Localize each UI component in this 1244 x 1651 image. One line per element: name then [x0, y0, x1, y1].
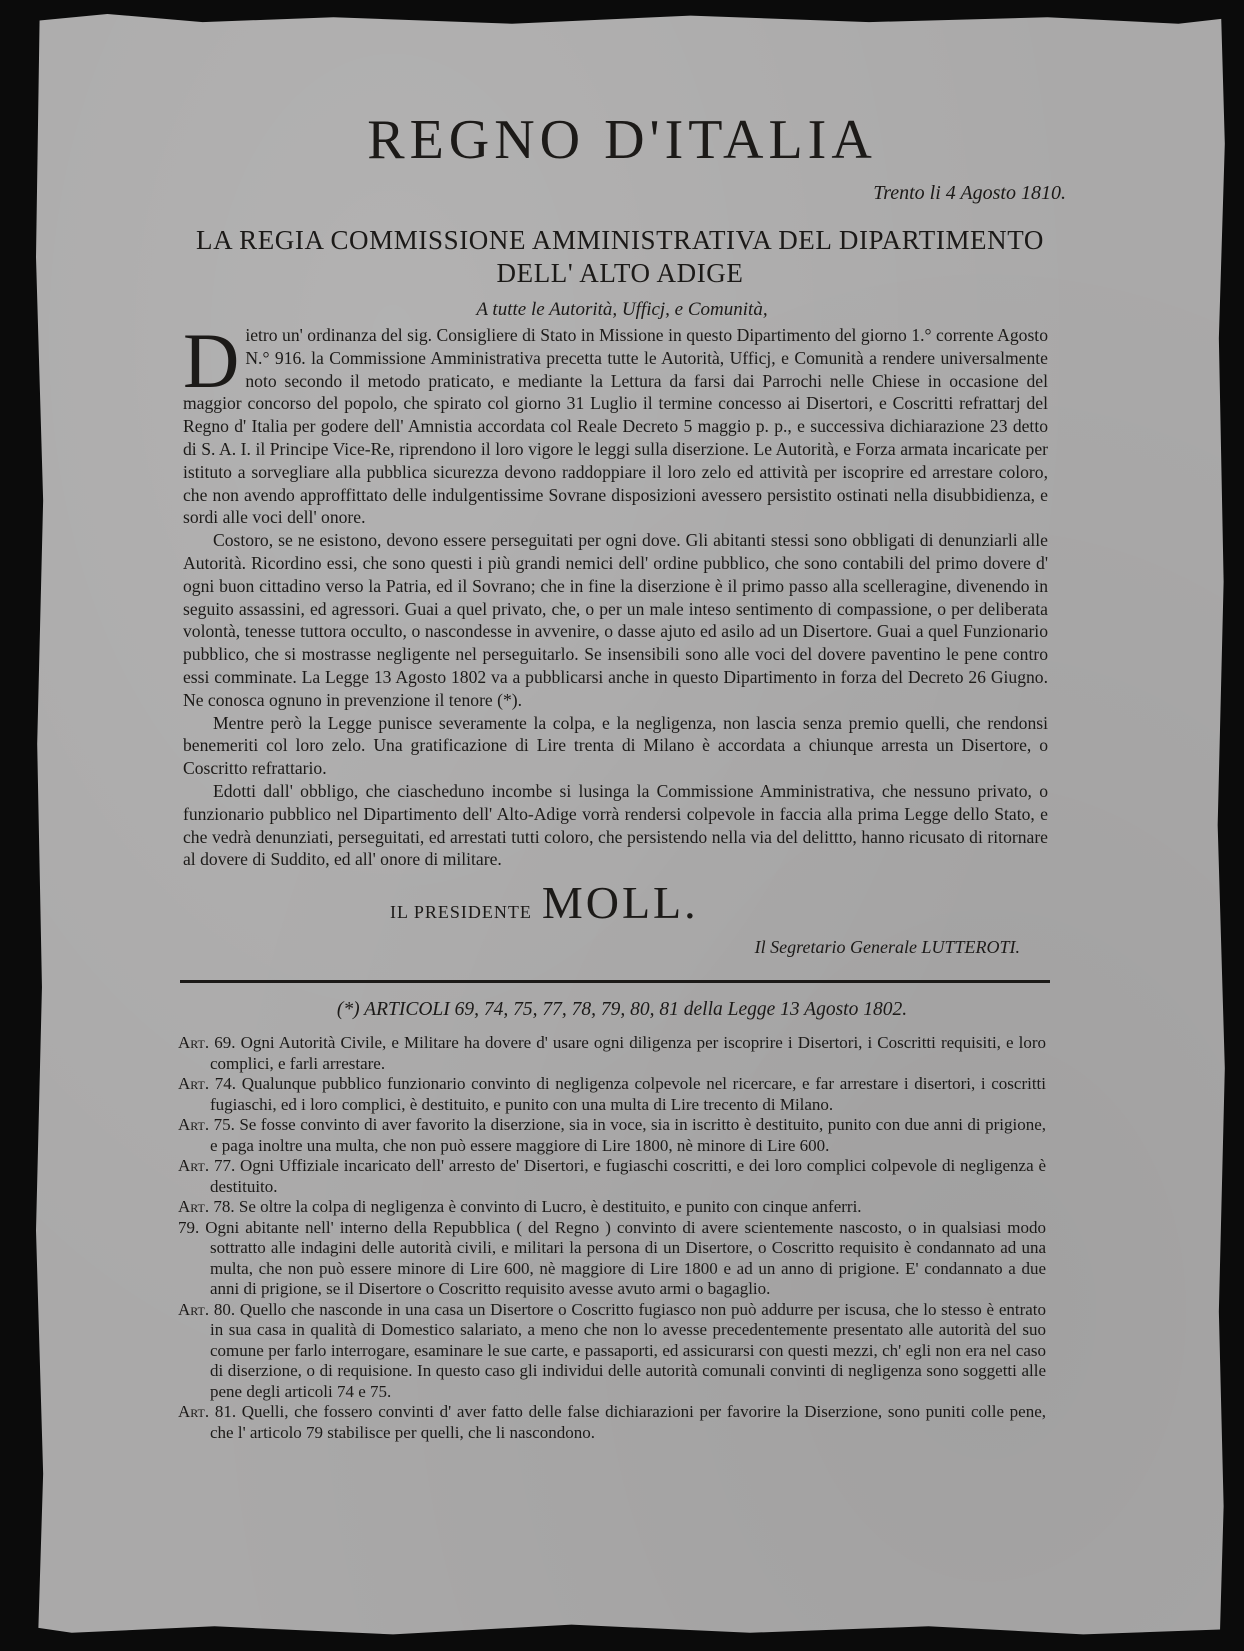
article-label: 79.: [178, 1217, 200, 1237]
addressee-line: A tutte le Autorità, Ufficj, e Comunità,: [476, 299, 768, 320]
authority-line-1: LA REGIA COMMISSIONE AMMINISTRATIVA DEL DIPARTIMENTO: [196, 225, 1044, 255]
article-label: Art. 77.: [178, 1156, 236, 1175]
article-label: Art. 69.: [178, 1033, 236, 1052]
article-item: [178, 1156, 1046, 1197]
decree-body: [183, 317, 1048, 871]
paragraph-1: [183, 317, 1048, 529]
issuing-authority: [120, 224, 1120, 290]
authority-line-2: DELL' ALTO ADIGE: [496, 258, 744, 288]
secretary-signature: Il Segretario Generale LUTTEROTI.: [754, 937, 1020, 957]
article-label: Art. 75.: [178, 1115, 235, 1134]
article-label: Art. 74.: [178, 1074, 237, 1093]
drop-cap: D: [183, 317, 240, 404]
article-item: [178, 1300, 1046, 1403]
signature-prefix: IL PRESIDENTE: [390, 902, 532, 922]
article-text: Ogni Uffiziale incaricato dell' arresto de' Disertori, e fugiaschi coscritti, e dei loro complici colpevole di negligenza è destituito.: [210, 1156, 1046, 1196]
articles-heading: (*) ARTICOLI 69, 74, 75, 77, 78, 79, 80, 81 della Legge 13 Agosto 1802.: [336, 999, 908, 1020]
article-item: [178, 1033, 1046, 1074]
article-label: Art. 80.: [178, 1299, 236, 1319]
article-text: Ogni abitante nell' interno della Repubblica ( del Regno ) convinto di avere scientemente nascosto, o in qualsiasi modo sottratto alle indagini delle autorità civili, e militari la persona di un Disertore, o Coscritto requisito è condannato ad una multa, che non può essere minore di Lire 600, nè maggiore di Lire 1800 e ad un anno di prigione. E' condannato a due anni di prigione, se il Disertore o Coscritto requisito avesse avuto armi o bagaglio.: [205, 1217, 1047, 1298]
paragraph-2: Costoro, se ne esistono, devono essere perseguitati per ogni dove. Gli abitanti stessi sono obbligati di denunziarli alle Autorità. Ricordino essi, che sono questi i più grandi nemici dell' ordine pubblico, che sono contabili del primo dovere d' ogni buon cittadino verso la Patria, ed il Sovrano; che in fine la diserzione è il primo passo alla scelleragine, divenendo in seguito assassini, ed agressori. Guai a quel privato, che, o per un male inteso sentimento di compassione, o per deliberata volontà, tenesse tuttora occulto, o nascondesse in avvenire, o dasse ajuto ed asilo ad un Disertore. Guai a quel Funzionario pubblico, che si mostrasse negligente nel perseguitarlo. Se insensibili sono alle voci del dovere paventino le pene contro essi comminate. La Legge 13 Agosto 1802 va a pubblicarsi anche in questo Dipartimento in forza del Decreto 26 Giugno. Ne conosca ognuno in prevenzione il tenore (*).: [183, 530, 1048, 710]
document-date: Trento li 4 Agosto 1810.: [873, 182, 1066, 204]
article-text: Se oltre la colpa di negligenza è convinto di Lucro, è destituito, e punito con cinque anferri.: [238, 1197, 862, 1216]
article-text: Qualunque pubblico funzionario convinto di negligenza colpevole nel ricercare, e far arrestare i disertori, i coscritti fugiaschi, ed i loro complici, è destituito, e punito con una multa di Lire trecento di Milano.: [210, 1074, 1047, 1114]
article-item: [178, 1074, 1046, 1115]
article-label: Art. 81.: [178, 1402, 237, 1421]
article-item: [178, 1218, 1046, 1300]
article-item: [178, 1197, 1046, 1218]
article-label: Art. 78.: [178, 1197, 235, 1216]
paragraph-3: Mentre però la Legge punisce severamente la colpa, e la negligenza, non lascia senza premio quelli, che rendonsi benemeriti col loro zelo. Una gratificazione di Lire trenta di Milano è accordata a chiunque arresta un Disertore, o Coscritto refrattario.: [183, 712, 1048, 779]
section-divider: [180, 980, 1050, 983]
article-item: [178, 1402, 1046, 1443]
article-item: [178, 1115, 1046, 1156]
document-title: REGNO D'ITALIA: [367, 109, 877, 171]
paragraph-4: Edotti dall' obbligo, che ciascheduno incombe si lusinga la Commissione Amministrativa, che nessuno privato, o funzionario pubblico nel Dipartimento dell' Alto-Adige vorrà rendersi colpevole in faccia alla prima Legge dello Stato, e che vedrà denunziati, perseguitati, ed arrestati tutti coloro, che persistendo nella via del delittto, hanno ricusato di ritornare al dovere di Suddito, ed all' onore di militare.: [183, 780, 1048, 870]
articles-list: [178, 1033, 1046, 1443]
president-signature: [390, 876, 699, 929]
president-name: MOLL.: [541, 877, 699, 928]
article-text: Quelli, che fossero convinti d' aver fatto delle false dichiarazioni per favorire la Diserzione, sono puniti colle pene, che l' articolo 79 stabilisce per quelli, che li nascondono.: [210, 1402, 1047, 1442]
paragraph-1-text: ietro un' ordinanza del sig. Consigliere di Stato in Missione in questo Dipartimento del giorno 1.° corrente Agosto N.° 916. la Commissione Amministrativa precetta tutte le Autorità, Ufficj, e Comunità a rendere universalmente noto secondo il metodo praticato, e mediante la Lettura da farsi dai Parrochi nelle Chiese in occasione del maggior concorso del popolo, che spirato col giorno 31 Luglio il termine concesso ai Disertori, e Coscritti refrattarj del Regno d' Italia per godere dell' Amnistia accordata col Reale Decreto 5 maggio p. p., e successiva dichiarazione 23 detto di S. A. I. il Principe Vice-Re, riprendono il loro vigore le leggi sulla diserzione. Le Autorità, e Forza armata incaricate per istituto a sorvegliare alla pubblica sicurezza devono raddoppiare il loro zelo ed attività per iscoprire ed arrestare coloro, che non avendo approffittato delle indulgentissime Sovrane disposizioni avessero persistito ostinati nella disubbidienza, e sordi alle voci dell' onore.: [183, 325, 1048, 528]
article-text: Se fosse convinto di aver favorito la diserzione, sia in voce, sia in iscritto è destituito, punito con due anni di prigione, e paga inoltre una multa, che non può essere maggiore di Lire 1800, nè minore di Lire 600.: [210, 1115, 1047, 1155]
article-text: Ogni Autorità Civile, e Militare ha dovere d' usare ogni diligenza per iscoprire i Disertori, i Coscritti requisiti, e loro complici, e farli arrestare.: [210, 1033, 1047, 1073]
article-text: Quello che nasconde in una casa un Disertore o Coscritto fugiasco non può addurre per iscusa, che lo stesso è entrato in sua casa in qualità di Domestico salariato, a meno che non lo avesse precedentemente presentato alle autorità del suo comune per farlo interrogare, esaminare le sue carte, e passaporti, ed assicurarsi con questi mezzi, ch' egli non era nel caso di diserzione, o di requisione. In questo caso gli individui delle autorità comunali convinti di negligenza sono soggetti alle pene degli articoli 74 e 75.: [210, 1299, 1047, 1401]
